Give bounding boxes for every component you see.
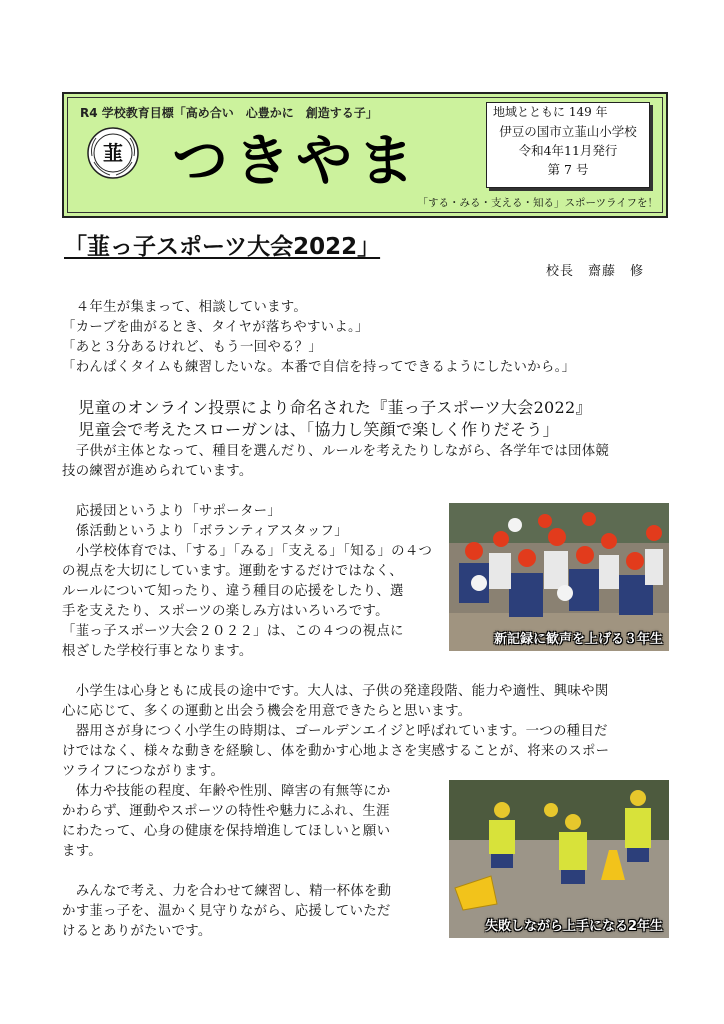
info-school-name: 伊豆の国市立韮山小学校 [499,124,637,139]
body-line: 小学校体育では、「する」「みる」「支える」「知る」の４つ [62,544,433,559]
body-line: の視点を大切にしています。運動をするだけではなく、 [62,564,403,579]
body-line: にわたって、心身の健康を保持増進してほしいと願い [62,824,391,839]
photo-third-graders [449,503,669,651]
body-line: 子供が主体となって、種目を選んだり、ルールを考えたりしながら、各学年では団体競 [62,444,610,459]
body-line: 「カーブを曲がるとき、タイヤが落ちやすいよ。」 [62,320,369,335]
body-line: 体力や技能の程度、年齢や性別、障害の有無等にか [62,784,391,799]
article-headline: 「韮っ子スポーツ大会2022」 [64,234,381,260]
body-line: 「韮っ子スポーツ大会２０２２」は、この４つの視点に [62,624,404,639]
school-emblem-icon [86,126,140,180]
info-issue-number: 第 7 号 [547,162,589,177]
body-line: けるとありがたいです。 [62,924,212,939]
body-line: ４年生が集まって、相談しています。 [62,300,308,315]
body-line: けではなく、様々な動きを経験し、体を動かす心地よさを実感することが、将来のスポー [62,744,610,759]
emblem-char: 韮 [103,141,123,165]
body-line: 係活動というより「ボランティアスタッフ」 [62,524,348,539]
body-line: ツライフにつながります。 [62,764,225,779]
body-line: ルールについて知ったり、違う種目の応援をしたり、選 [62,584,404,599]
body-line: 手を支えたり、スポーツの楽しみ方はいろいろです。 [62,604,389,619]
photo-caption: 失敗しながら上手になる2年生 [484,919,663,934]
body-line: 技の練習が進められています。 [62,464,253,479]
sports-slogan: 「する・みる・支える・知る」スポーツライフを！ [417,197,658,209]
info-issue-date: 令和4年11月発行 [518,143,618,158]
newsletter-title: つきやま [172,129,420,194]
body-line: かわらず、運動やスポーツの特性や魅力にふれ、生涯 [62,804,390,819]
body-line: かす韮っ子を、温かく見守りながら、応援していただ [62,904,391,919]
body-line: 児童のオンライン投票により命名された『韮っ子スポーツ大会2022』 [62,398,592,417]
school-goal: R4 学校教育目標「高め合い 心豊かに 創造する子」 [80,106,378,120]
body-line: 心に応じて、多くの運動と出会う機会を用意できたらと思います。 [62,704,472,719]
masthead [62,92,668,218]
body-line: 小学生は心身ともに成長の途中です。大人は、子供の発達段階、能力や適性、興味や関 [62,684,609,699]
photo-second-graders [449,780,669,938]
body-line: 児童会で考えたスローガンは、「協力し笑顔で楽しく作りだそう」 [62,420,559,439]
body-line: みんなで考え、力を合わせて練習し、精一杯体を動 [62,884,392,899]
body-line: 器用さが身につく小学生の時期は、ゴールデンエイジと呼ばれています。一つの種目だ [62,724,608,739]
issue-info-box [486,102,650,188]
body-line: 根ざした学校行事となります。 [62,644,253,659]
body-line: 応援団というより「サポーター」 [62,504,282,519]
author-line: 校長 齋藤 修 [546,264,645,279]
photo-caption: 新記録に歓声を上げる３年生 [493,632,663,647]
body-line: ます。 [62,844,102,859]
body-line: 「わんぱくタイムも練習したいな。本番で自信を持ってできるようにしたいから。」 [62,360,576,375]
info-line-1: 地域とともに 149 年 [493,105,608,119]
body-line: 「あと３分あるけれど、もう一回やる？」 [62,340,323,355]
